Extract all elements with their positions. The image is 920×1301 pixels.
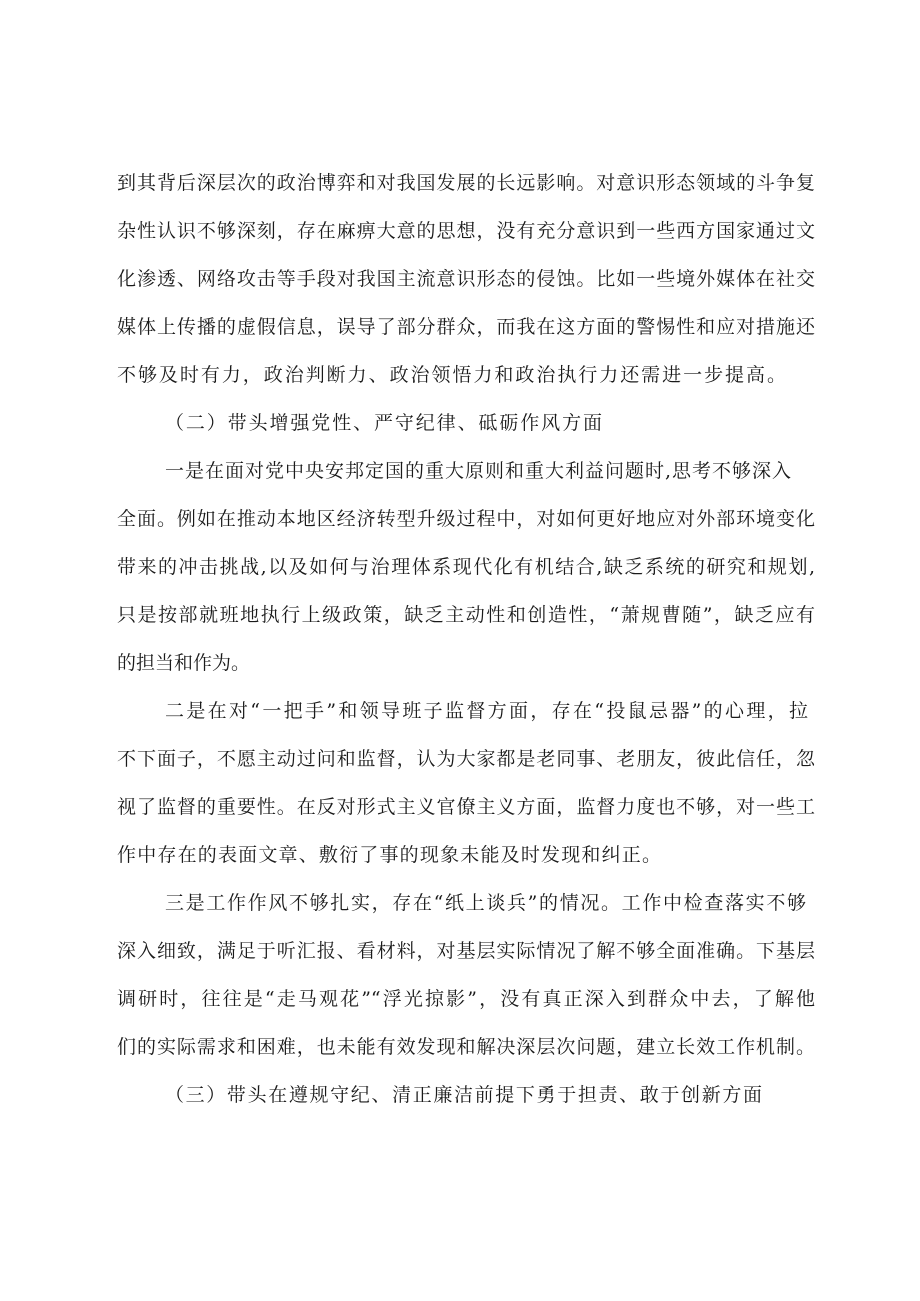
body-line: 媒体上传播的虚假信息，误导了部分群众，而我在这方面的警惕性和应对措施还 — [117, 316, 815, 338]
section-heading-2: （二）带头增强党性、严守纪律、砥砺作风方面 — [165, 412, 602, 434]
body-line: 调研时，往往是“走马观花”“浮光掠影”，没有真正深入到群众中去，了解他 — [117, 988, 815, 1010]
body-line: 作中存在的表面文章、敷衍了事的现象未能及时发现和纠正。 — [117, 844, 661, 866]
body-line: 全面。例如在推动本地区经济转型升级过程中，对如何更好地应对外部环境变化 — [117, 508, 815, 530]
paragraph-first-line: 一是在面对党中央安邦定国的重大原则和重大利益问题时,思考不够深入 — [165, 460, 791, 482]
section-heading-3: （三）带头在遵规守纪、清正廉洁前提下勇于担责、敢于创新方面 — [165, 1084, 762, 1106]
body-line: 带来的冲击挑战,以及如何与治理体系现代化有机结合,缺乏系统的研究和规划, — [117, 556, 815, 578]
body-line: 们的实际需求和困难，也未能有效发现和解决深层次问题，建立长效工作机制。 — [117, 1036, 815, 1058]
body-line: 不下面子，不愿主动过问和监督，认为大家都是老同事、老朋友，彼此信任，忽 — [117, 748, 815, 770]
body-line: 深入细致，满足于听汇报、看材料，对基层实际情况了解不够全面准确。下基层 — [117, 940, 815, 962]
body-line: 到其背后深层次的政治博弈和对我国发展的长远影响。对意识形态领域的斗争复 — [117, 172, 815, 194]
paragraph-first-line: 二是在对“一把手”和领导班子监督方面，存在“投鼠忌器”的心理，拉 — [165, 700, 808, 722]
body-line: 只是按部就班地执行上级政策，缺乏主动性和创造性，“萧规曹随”，缺乏应有 — [117, 604, 815, 626]
body-line: 杂性认识不够深刻，存在麻痹大意的思想，没有充分意识到一些西方国家通过文 — [117, 220, 815, 242]
paragraph-first-line: 三是工作作风不够扎实，存在“纸上谈兵”的情况。工作中检查落实不够 — [165, 892, 806, 914]
body-line: 视了监督的重要性。在反对形式主义官僚主义方面，监督力度也不够，对一些工 — [117, 796, 815, 818]
body-line: 化渗透、网络攻击等手段对我国主流意识形态的侵蚀。比如一些境外媒体在社交 — [117, 268, 815, 290]
body-line: 不够及时有力，政治判断力、政治领悟力和政治执行力还需进一步提高。 — [117, 364, 786, 386]
body-line: 的担当和作为。 — [117, 652, 251, 674]
